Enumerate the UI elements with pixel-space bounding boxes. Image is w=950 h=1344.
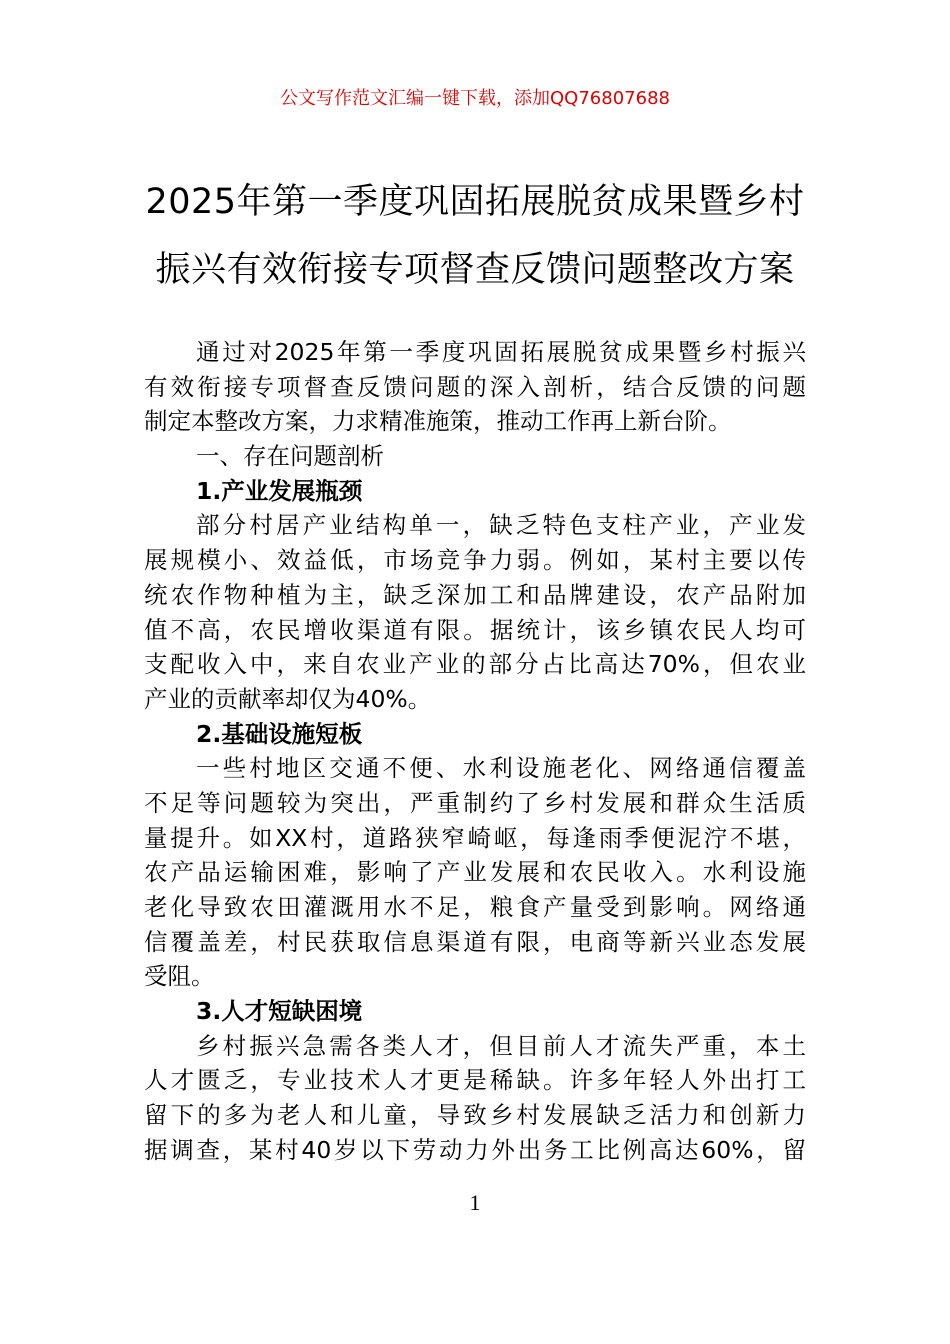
text-line: 2.基础设施短板 — [196, 719, 363, 748]
text-line: 一、存在问题剖析 — [196, 442, 384, 471]
text-line: 支配收入中，来自农业产业的部分占比高达70%，但农业 — [144, 650, 806, 679]
text-line: 乡村振兴急需各类人才，但目前人才流失严重，本土 — [196, 1031, 806, 1060]
paragraph — [144, 751, 806, 994]
text-line: 1.产业发展瓶颈 — [196, 476, 363, 505]
text-line: 农产品运输困难，影响了产业发展和农民收入。水利设施 — [144, 858, 806, 887]
text-line: 人才匮乏，专业技术人才更是稀缺。许多年轻人外出打工 — [144, 1066, 806, 1095]
watermark-header: 公文写作范文汇编一键下载，添加QQ76807688 — [280, 88, 670, 109]
text-line: 制定本整改方案，力求精准施策，推动工作再上新台阶。 — [144, 407, 732, 436]
paragraph — [144, 508, 806, 716]
text-line: 展规模小、效益低，市场竞争力弱。例如，某村主要以传 — [144, 546, 806, 575]
section-heading — [144, 717, 806, 752]
text-line: 不足等问题较为突出，严重制约了乡村发展和群众生活质 — [144, 788, 806, 817]
text-line: 3.人才短缺困境 — [196, 997, 363, 1026]
text-line: 据调查，某村40岁以下劳动力外出务工比例高达60%，留 — [144, 1135, 806, 1164]
document-title-line-2: 振兴有效衔接专项督查反馈问题整改方案 — [155, 250, 795, 290]
text-line: 留下的多为老人和儿童，导致乡村发展缺乏活力和创新力 — [144, 1101, 806, 1130]
section-heading — [144, 439, 806, 474]
text-line: 值不高，农民增收渠道有限。据统计，该乡镇农民人均可 — [144, 615, 806, 644]
paragraph — [144, 335, 806, 439]
section-heading — [144, 474, 806, 509]
page-number: 1 — [469, 1190, 481, 1215]
text-line: 部分村居产业结构单一，缺乏特色支柱产业，产业发 — [196, 511, 806, 540]
text-line: 老化导致农田灌溉用水不足，粮食产量受到影响。网络通 — [144, 893, 806, 921]
paragraph — [144, 1029, 806, 1168]
document-title-line-1: 2025年第一季度巩固拓展脱贫成果暨乡村 — [145, 182, 805, 222]
text-line: 信覆盖差，村民获取信息渠道有限，电商等新兴业态发展 — [144, 927, 806, 956]
text-line: 一些村地区交通不便、水利设施老化、网络通信覆盖 — [196, 754, 806, 783]
text-line: 通过对2025年第一季度巩固拓展脱贫成果暨乡村振兴 — [196, 338, 806, 366]
text-line: 有效衔接专项督查反馈问题的深入剖析，结合反馈的问题 — [144, 372, 806, 401]
text-line: 受阻。 — [144, 962, 215, 991]
document-body — [144, 335, 806, 1168]
text-line: 产业的贡献率却仅为40%。 — [144, 684, 432, 713]
text-line: 统农作物种植为主，缺乏深加工和品牌建设，农产品附加 — [144, 580, 806, 609]
text-line: 量提升。如XX村，道路狭窄崎岖，每逢雨季便泥泞不堪， — [144, 823, 806, 852]
section-heading — [144, 994, 806, 1029]
